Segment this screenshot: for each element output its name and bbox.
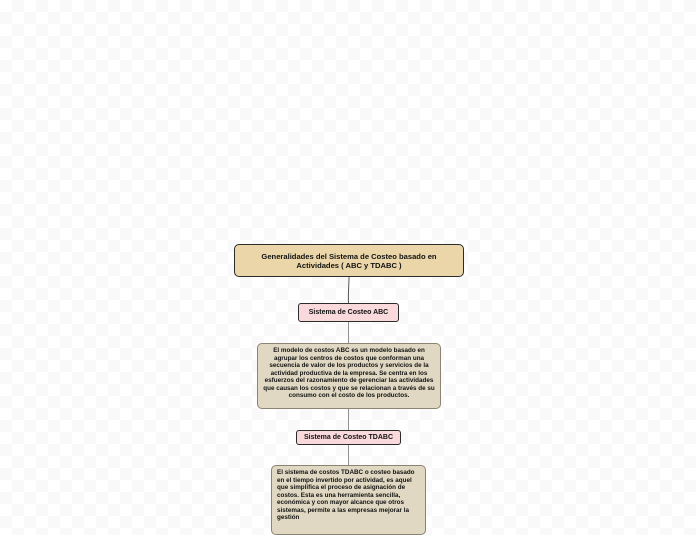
note-tdabc-text: El sistema de costos TDABC o costeo basado en el tiempo invertido por actividad, es aquel que simplifica el proceso de asignación de costos. Esta es una herramienta sencilla, económica y con mayor alcance que otros sistemas, permite a las empresas mejorar la gestión [277, 469, 415, 521]
connector-central-to-abc [348, 277, 349, 303]
central-topic[interactable] [234, 244, 464, 277]
topic-sistema-abc[interactable] [298, 303, 399, 322]
topic-abc-label: Sistema de Costeo ABC [308, 309, 389, 316]
topic-tdabc-label: Sistema de Costeo TDABC [303, 434, 394, 441]
topic-sistema-tdabc[interactable] [296, 430, 401, 445]
note-tdabc[interactable] [271, 465, 426, 535]
note-abc-text: El modelo de costos ABC es un modelo basado en agrupar los centros de costos que conforman una secuencia de valor de los productos y servicios de la actividad productiva de la empresa. Se centra en los esfuerzos del razonamiento de gerenciar las actividades que causan los costos y que se relacionan a través de su consumo con el costo de los productos. [263, 347, 435, 399]
note-abc[interactable] [257, 343, 441, 409]
central-topic-label: Generalidades del Sistema de Costeo basado en Actividades ( ABC y TDABC ) [261, 251, 437, 270]
